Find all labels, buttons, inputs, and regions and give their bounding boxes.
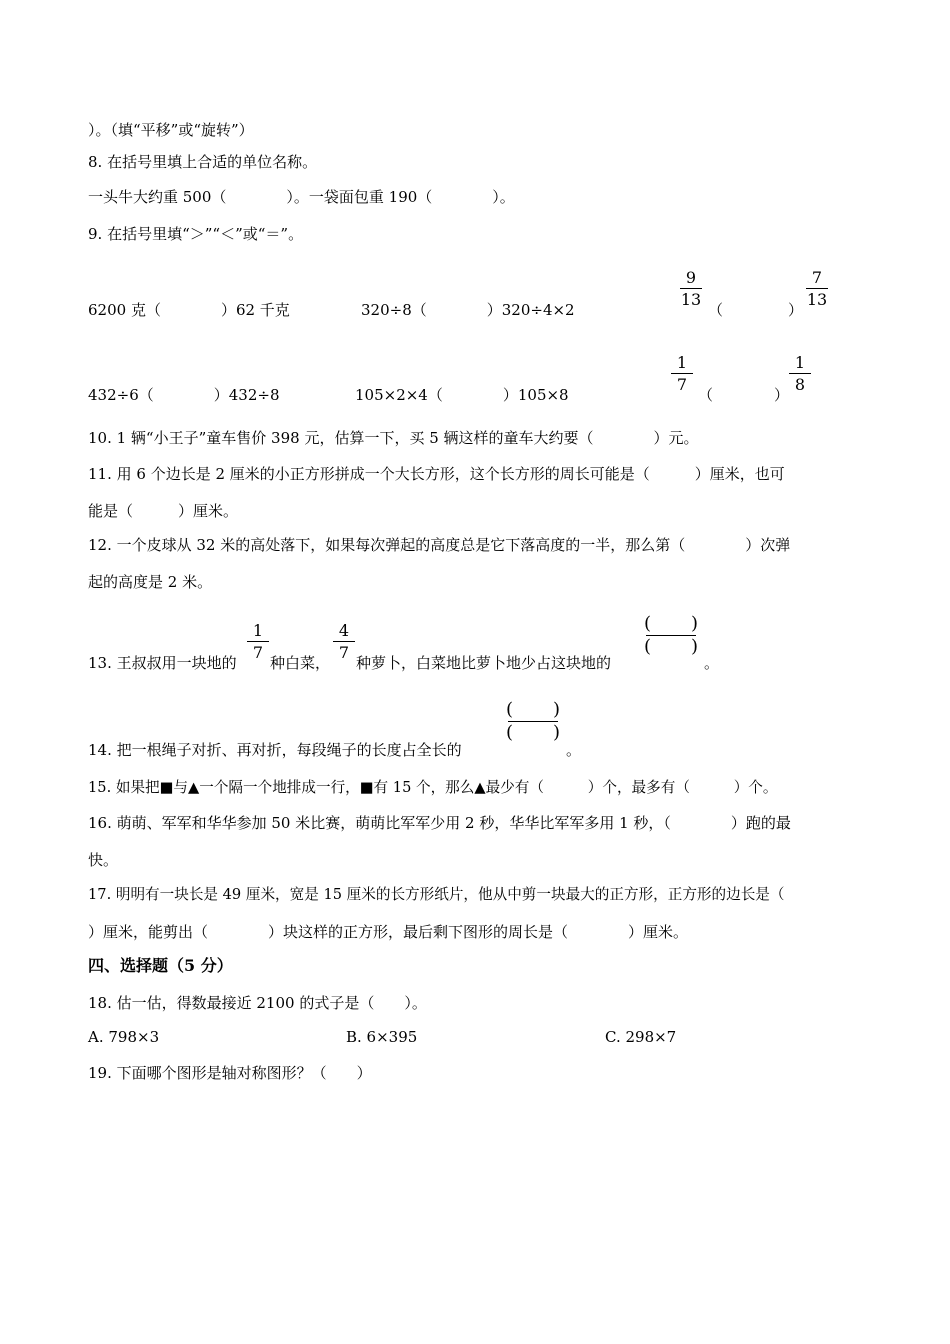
paren-close: ): [690, 613, 698, 634]
question-13-end: 。: [704, 654, 720, 672]
q9-item-4: 432÷6（ ）432÷8: [88, 386, 280, 404]
question-16-line-1: 16. 萌萌、军军和华华参加 50 米比赛，萌萌比军军少用 2 秒，华华比军军多用 1 秒，（ ）跑的最: [88, 814, 791, 832]
question-19: 19. 下面哪个图形是轴对称图形？（ ）: [88, 1064, 372, 1082]
fraction-numerator: 1: [252, 621, 264, 640]
option-b[interactable]: B. 6×395: [346, 1028, 418, 1046]
option-a[interactable]: A. 798×3: [88, 1028, 160, 1046]
fraction-numerator: 1: [676, 353, 688, 372]
fraction-bar: [671, 373, 693, 374]
blank-denominator: [642, 636, 700, 658]
q9-item-6-open: （: [698, 386, 714, 404]
paren-close: ): [552, 722, 560, 743]
fraction-bar: [806, 288, 828, 289]
fraction-denominator: 13: [806, 290, 828, 309]
fraction-numerator: 4: [338, 621, 350, 640]
question-18: 18. 估一估，得数最接近 2100 的式子是（ ）。: [88, 994, 427, 1012]
fraction-9-13: [680, 269, 702, 309]
blank-numerator: [642, 613, 700, 635]
question-14-end: 。: [566, 741, 582, 759]
fraction-7-13: [806, 269, 828, 309]
prev-question-tail: ）。（填“平移”或“旋转”）: [88, 121, 254, 139]
paren-close: ): [690, 636, 698, 657]
section-4-heading: 四、选择题（5 分）: [88, 956, 233, 975]
fraction-4-7-q13: [333, 622, 355, 662]
question-13-mid-2: 种萝卜，白菜地比萝卜地少占这块地的: [356, 654, 612, 672]
option-c[interactable]: C. 298×7: [605, 1028, 677, 1046]
paren-open: (: [506, 699, 514, 720]
blank-denominator: [504, 722, 562, 744]
fraction-1-7-q13: [247, 622, 269, 662]
q9-item-1: 6200 克（ ）62 千克: [88, 301, 290, 319]
q9-item-3-close: ）: [788, 301, 804, 319]
question-11-line-1: 11. 用 6 个边长是 2 厘米的小正方形拼成一个大长方形，这个长方形的周长可能是（ ）厘米，也可: [88, 465, 785, 483]
fraction-numerator: 1: [794, 353, 806, 372]
paren-open: (: [506, 722, 514, 743]
question-12-line-2: 起的高度是 2 米。: [88, 573, 213, 591]
question-15: 15. 如果把■与▲一个隔一个地排成一行，■有 15 个，那么▲最少有（ ）个，最多有（ ）个。: [88, 779, 778, 796]
fraction-bar: [247, 641, 269, 642]
fraction-denominator: 7: [338, 643, 350, 662]
fraction-numerator: 7: [811, 268, 823, 287]
fraction-1-8: [789, 354, 811, 394]
paren-close: ): [552, 699, 560, 720]
fraction-denominator: 13: [680, 290, 702, 309]
question-13-mid-1: 种白菜，: [270, 654, 331, 672]
fraction-denominator: 8: [794, 375, 806, 394]
fraction-denominator: 7: [252, 643, 264, 662]
paren-open: (: [644, 613, 652, 634]
fraction-bar: [680, 288, 702, 289]
question-8-body: 一头牛大约重 500（ ）。一袋面包重 190（ ）。: [88, 188, 515, 206]
question-10: 10. 1 辆“小王子”童车售价 398 元，估算一下，买 5 辆这样的童车大约要（ ）元。: [88, 429, 699, 447]
question-11-line-2: 能是（ ）厘米。: [88, 502, 239, 520]
fraction-denominator: 7: [676, 375, 688, 394]
question-17-line-1: 17. 明明有一块长是 49 厘米，宽是 15 厘米的长方形纸片，他从中剪一块最大的正方形，正方形的边长是（: [88, 886, 785, 903]
fraction-bar: [789, 373, 811, 374]
q9-item-3-open: （: [708, 301, 724, 319]
question-8: 8. 在括号里填上合适的单位名称。: [88, 153, 318, 171]
question-14-pre: 14. 把一根绳子对折、再对折，每段绳子的长度占全长的: [88, 741, 462, 759]
q9-item-2: 320÷8（ ）320÷4×2: [361, 301, 575, 319]
question-12-line-1: 12. 一个皮球从 32 米的高处落下，如果每次弹起的高度总是它下落高度的一半，那么第（ ）次弹: [88, 536, 791, 554]
fraction-1-7: [671, 354, 693, 394]
paren-open: (: [644, 636, 652, 657]
question-16-line-2: 快。: [88, 851, 119, 869]
question-13-pre: 13. 王叔叔用一块地的: [88, 654, 237, 672]
blank-fraction-q13[interactable]: [642, 613, 700, 658]
blank-fraction-q14[interactable]: [504, 699, 562, 744]
question-9: 9. 在括号里填“＞”“＜”或“＝”。: [88, 225, 304, 243]
question-17-line-2: ）厘米，能剪出（ ）块这样的正方形，最后剩下图形的周长是（ ）厘米。: [88, 923, 689, 941]
fraction-numerator: 9: [685, 268, 697, 287]
q9-item-6-close: ）: [774, 386, 790, 404]
fraction-bar: [333, 641, 355, 642]
blank-numerator: [504, 699, 562, 721]
q9-item-5: 105×2×4（ ）105×8: [355, 386, 569, 404]
